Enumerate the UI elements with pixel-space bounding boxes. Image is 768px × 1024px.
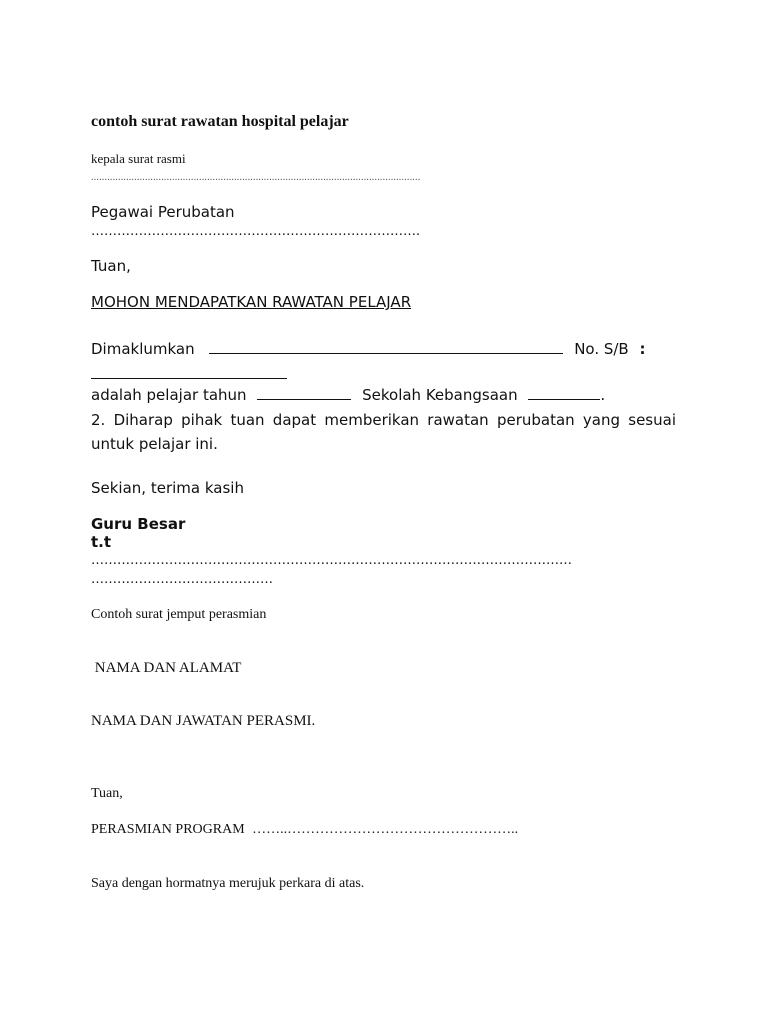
perasmian-dotted-line: ……..………………………………………….. (252, 822, 519, 837)
letterhead-label: kepala surat rasmi (91, 151, 186, 166)
nosb-colon: : (639, 340, 646, 358)
letter1-title: contoh surat rawatan hospital pelajar (91, 113, 349, 130)
recipient-title: Pegawai Perubatan (91, 203, 235, 221)
request-paragraph: 2. Diharap pihak tuan dapat memberikan rawatan perubatan yang sesuai untuk pelajar ini. (91, 411, 676, 453)
adalah-line (91, 386, 605, 404)
closing: Sekian, terima kasih (91, 479, 244, 497)
letter-subject: MOHON MENDAPATKAN RAWATAN PELAJAR (91, 293, 412, 311)
letter2-title: Contoh surat jemput perasmian (91, 607, 267, 622)
adalah-period: . (600, 386, 606, 404)
letter2-subject (91, 822, 518, 838)
student-name-blank (209, 352, 563, 354)
letterhead-dotted-line: .......................................................................................................................... (91, 172, 421, 183)
letter2-opening-sentence: Saya dengan hormatnya merujuk perkara di atas. (91, 876, 365, 891)
salutation: Tuan, (91, 257, 131, 275)
sekolah-label: Sekolah Kebangsaan (362, 386, 518, 404)
letter2-salutation: Tuan, (91, 786, 123, 801)
nosb-blank (91, 378, 287, 379)
year-blank (257, 398, 351, 400)
dimaklumkan-label: Dimaklumkan (91, 340, 195, 358)
signature-dotted-line-1: ………………………………………………………………………………………………… (91, 553, 572, 568)
signature-mark: t.t (91, 533, 112, 551)
recipient-dotted-line: …………………………………………………………………. (91, 224, 421, 239)
signature-dotted-line-2: …………………………………… (91, 572, 273, 587)
nosb-label: No. S/B (574, 340, 629, 358)
recipient-name-address: NAMA DAN ALAMAT (91, 660, 242, 676)
school-blank (528, 398, 600, 400)
dimaklumkan-line (91, 340, 646, 358)
perasmian-label: PERASMIAN PROGRAM (91, 822, 245, 837)
signatory-title: Guru Besar (91, 515, 186, 533)
officiator-name-position: NAMA DAN JAWATAN PERASMI. (91, 713, 316, 729)
adalah-label: adalah pelajar tahun (91, 386, 247, 404)
